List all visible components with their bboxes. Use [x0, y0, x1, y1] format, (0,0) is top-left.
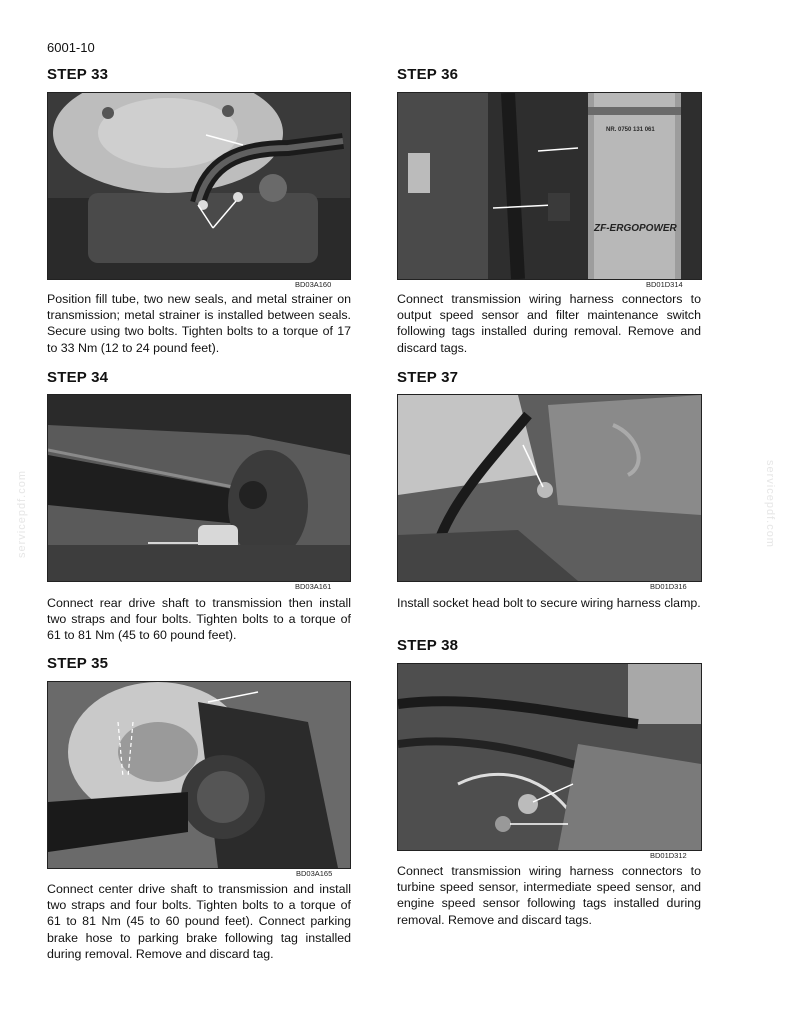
step-33-photo [47, 92, 351, 280]
step-38-photo [397, 663, 702, 851]
step-36-photo [397, 92, 702, 280]
step-33-caption: Position fill tube, two new seals, and metal strainer on transmission; metal strainer is installed between seals. Secure using two bolts. Tighten bolts to a torque of 17 to 33 Nm (12 to 24 pound feet). [47, 292, 351, 355]
step-33-photo-code: BD03A160 [295, 280, 332, 289]
step-36-caption: Connect transmission wiring harness connectors to output speed sensor and filter maintenance switch following tags installed during removal. Remove and discard tags. [397, 292, 701, 355]
step-34-photo [47, 394, 351, 582]
step-35-title: STEP 35 [47, 655, 109, 672]
step-34-caption: Connect rear drive shaft to transmission then install two straps and four bolts. Tighten bolts to a torque of 61 to 81 Nm (45 to 60 pound feet). [47, 596, 351, 643]
page-number: 6001-10 [47, 40, 95, 55]
step-35-photo-code: BD03A165 [296, 869, 333, 878]
filter-part-label: NR. 0750 131 061 [606, 127, 655, 133]
step-37-photo-code: BD01D316 [650, 582, 687, 591]
step-35-caption: Connect center drive shaft to transmission and install two straps and four bolts. Tighten bolts to a torque of 61 to 81 Nm (45 to 60 pound feet). Connect parking brake hose to parking brake following tag installed during removal. Remove and discard tag. [47, 882, 351, 961]
step-37-caption: Install socket head bolt to secure wiring harness clamp. [397, 596, 701, 610]
step-36-title: STEP 36 [397, 66, 459, 83]
step-35-photo [47, 681, 351, 869]
step-36-photo-code: BD01D314 [646, 280, 683, 289]
step-33-title: STEP 33 [47, 66, 109, 83]
step-38-caption: Connect transmission wiring harness connectors to turbine speed sensor, intermediate speed sensor, and engine speed sensor following tags installed during removal. Remove and discard tags. [397, 864, 701, 927]
step-38-photo-code: BD01D312 [650, 851, 687, 860]
step-34-title: STEP 34 [47, 369, 109, 386]
step-37-title: STEP 37 [397, 369, 459, 386]
step-34-photo-code: BD03A161 [295, 582, 332, 591]
watermark-left: servicepdf.com [16, 470, 28, 558]
step-38-title: STEP 38 [397, 637, 459, 654]
filter-brand-label: ZF-ERGOPOWER [594, 223, 677, 234]
step-37-photo [397, 394, 702, 582]
watermark-right: servicepdf.com [764, 460, 776, 548]
